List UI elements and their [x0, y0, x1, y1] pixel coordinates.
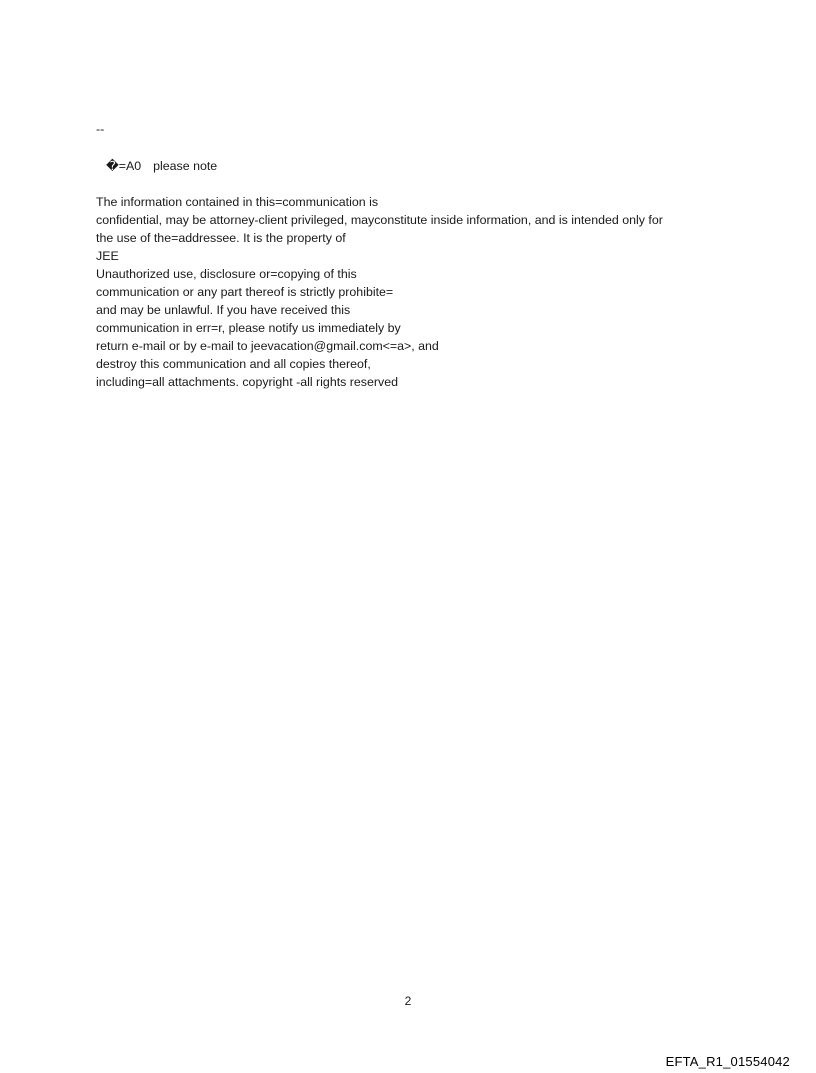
signature-separator: -- [96, 122, 105, 136]
confidentiality-disclaimer [96, 193, 663, 391]
disclaimer-line: destroy this communication and all copies thereof, [96, 357, 371, 371]
disclaimer-line: including=all attachments. copyright -all rights reserved [96, 375, 398, 389]
document-id: EFTA_R1_01554042 [665, 1054, 790, 1069]
disclaimer-line: communication or any part thereof is strictly prohibite= [96, 285, 394, 299]
disclaimer-line: JEE [96, 249, 119, 263]
note-text: please note [153, 159, 218, 173]
disclaimer-line: and may be unlawful. If you have received this [96, 303, 351, 317]
disclaimer-line: The information contained in this=communication is [96, 195, 379, 209]
note-prefix: �=A0 [106, 159, 142, 173]
disclaimer-line: return e-mail or by e-mail to jeevacation@gmail.com<=a>, and [96, 339, 439, 353]
disclaimer-line: confidential, may be attorney-client privileged, mayconstitute inside information, and is intended only for [96, 213, 663, 227]
disclaimer-line: Unauthorized use, disclosure or=copying of this [96, 267, 357, 281]
page-number: 2 [404, 994, 412, 1008]
note-line [106, 157, 217, 175]
disclaimer-line: communication in err=r, please notify us immediately by [96, 321, 401, 335]
disclaimer-line: the use of the=addressee. It is the property of [96, 231, 346, 245]
